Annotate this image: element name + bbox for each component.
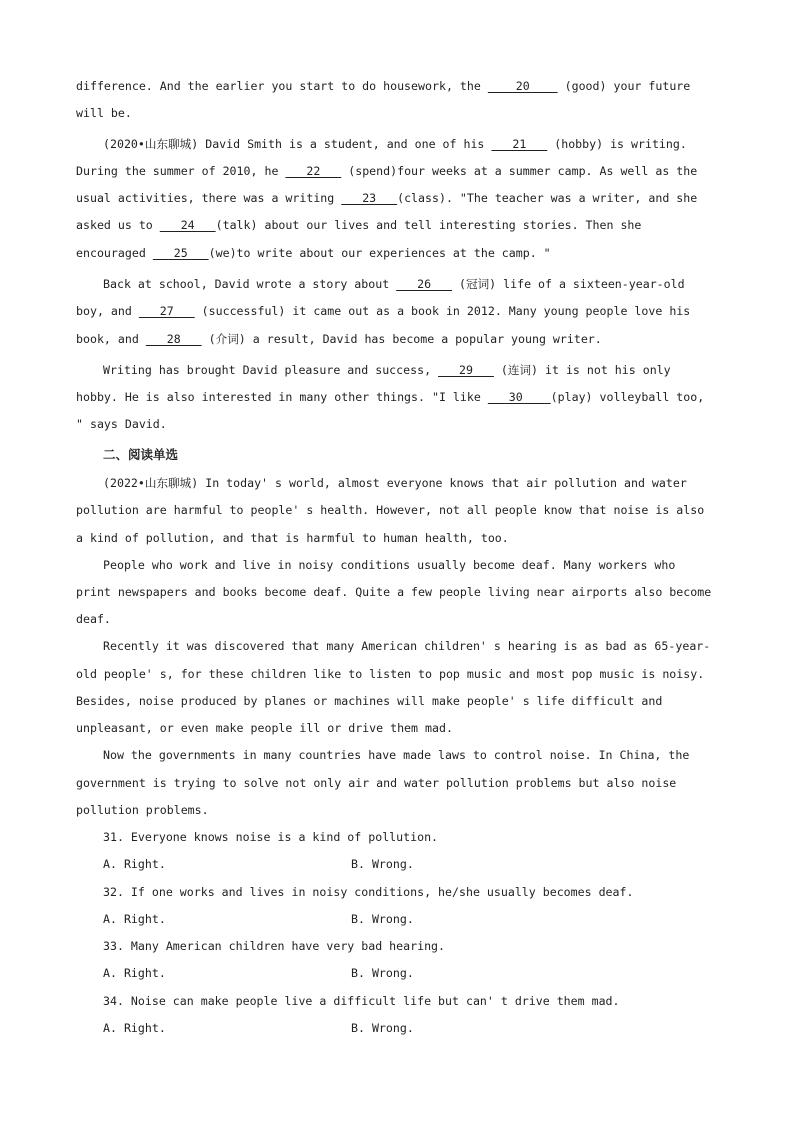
passage-line: government is trying to solve not only air and water pollution problems but also noise [76,776,677,790]
passage-line: Besides, noise produced by planes or machines will make people' s life difficult and [76,694,663,708]
passage-line: print newspapers and books become deaf. Quite a few people living near airports also become [76,585,712,599]
passage-line: a kind of pollution, and that is harmful to human health, too. [76,531,509,545]
blank-29: 29 [438,363,494,377]
blank-24: 24 [159,218,216,232]
text: (class). "The teacher was a writer, and she [397,191,698,205]
passage-line: pollution problems. [76,803,209,817]
blank-30: 30 [487,390,551,404]
passage-line: old people' s, for these children like to listen to pop music and most pop music is noisy. [76,667,705,681]
p2-line-4 [76,218,641,232]
text: book, and [76,332,146,346]
text: (successful) it came out as a book in 2012. Many young people love his [194,304,691,318]
text: (hobby) is writing. [547,137,687,151]
p4-line-2 [76,390,704,404]
question-33-option-a[interactable]: A. Right. [103,966,166,980]
question-33-stem: 33. Many American children have very bad hearing. [103,939,446,953]
text: (play) volleyball too, [550,390,705,404]
text: Back at school, David wrote a story about [103,277,397,291]
question-34-stem: 34. Noise can make people live a difficult life but can' t drive them mad. [103,994,620,1008]
text: usual activities, there was a writing [76,191,342,205]
text: (we)to write about our experiences at the camp. " [208,246,551,260]
passage-line: Now the governments in many countries have made laws to control noise. In China, the [103,748,690,762]
text: difference. And the earlier you start to do housework, the [76,79,488,93]
text: hobby. He is also interested in many other things. "I like [76,390,488,404]
text: encouraged [76,246,153,260]
p2-line-2 [76,164,697,178]
section-heading: 二、阅读单选 [103,447,179,462]
question-32-stem: 32. If one works and lives in noisy conditions, he/she usually becomes deaf. [103,885,634,899]
passage-line: Recently it was discovered that many American children' s hearing is as bad as 65-year- [103,639,711,653]
blank-21: 21 [491,137,548,151]
blank-20: 20 [487,79,558,93]
text: Writing has brought David pleasure and success, [103,363,439,377]
p4-line-3: " says David. [76,417,167,431]
p4-line-1 [103,363,671,377]
text: (good) your future [557,79,691,93]
blank-27: 27 [138,304,195,318]
text: (spend)four weeks at a summer camp. As well as the [341,164,698,178]
blank-25: 25 [152,246,209,260]
question-31-stem: 31. Everyone knows noise is a kind of pollution. [103,830,439,844]
text: During the summer of 2010, he [76,164,286,178]
question-32-option-b[interactable]: B. Wrong. [351,912,414,926]
text: (连词) it is not his only [493,363,671,377]
question-31-option-a[interactable]: A. Right. [103,857,166,871]
text: (冠词) life of a sixteen-year-old [452,277,685,291]
question-31-option-b[interactable]: B. Wrong. [351,857,414,871]
passage-line: pollution are harmful to people' s health. However, not all people know that noise is also [76,503,705,517]
passage-line: unpleasant, or even make people ill or drive them mad. [76,721,453,735]
p3-line-3 [76,332,602,346]
passage-line: People who work and live in noisy conditions usually become deaf. Many workers who [103,558,676,572]
p3-line-2 [76,304,690,318]
text: boy, and [76,304,139,318]
question-33-option-b[interactable]: B. Wrong. [351,966,414,980]
question-34-option-b[interactable]: B. Wrong. [351,1021,414,1035]
p2-line-1 [103,137,687,151]
blank-23: 23 [341,191,398,205]
passage-line: (2022•山东聊城) In today' s world, almost everyone knows that air pollution and water [103,476,687,490]
text: (talk) about our lives and tell interesting stories. Then she [215,218,642,232]
p2-line-5 [76,246,551,260]
blank-22: 22 [285,164,342,178]
p2-line-3 [76,191,697,205]
text: (2020•山东聊城) David Smith is a student, and one of his [103,137,492,151]
p1-line-2: will be. [76,106,132,120]
blank-28: 28 [145,332,202,346]
passage-line: deaf. [76,612,111,626]
text: asked us to [76,218,160,232]
question-34-option-a[interactable]: A. Right. [103,1021,166,1035]
blank-26: 26 [396,277,453,291]
question-32-option-a[interactable]: A. Right. [103,912,166,926]
p1-line-1 [76,79,690,93]
p3-line-1 [103,277,685,291]
text: (介词) a result, David has become a popular young writer. [201,332,602,346]
